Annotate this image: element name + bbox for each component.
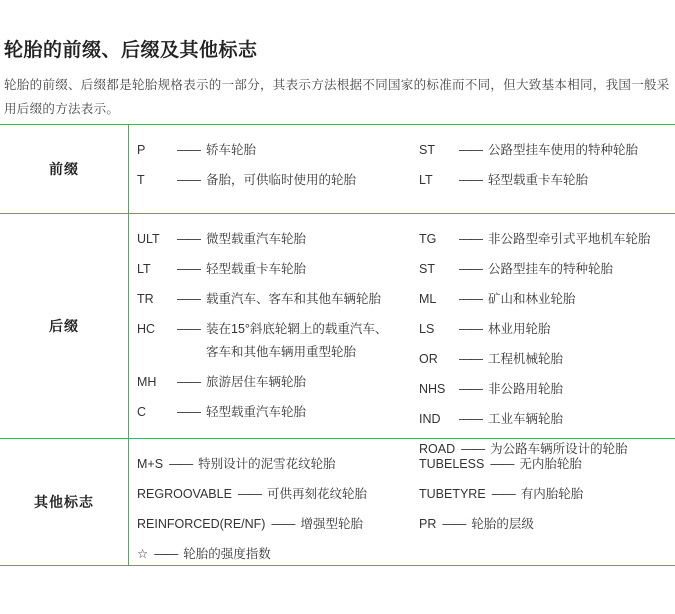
row-column-left [129,439,419,565]
entry-code: ☆ [137,547,149,561]
entry-code: TR [137,292,154,306]
entry-code: P [137,143,146,157]
entry-code: ST [419,262,435,276]
entry-dash: —— [491,487,515,501]
entry-desc: 轻型载重卡车轮胎 [488,173,589,187]
entry-desc: 非公路用轮胎 [488,382,564,396]
list-item [419,318,671,341]
list-item [419,408,671,431]
entry-dash: —— [459,322,482,336]
entry-desc: 公路型挂车的特种轮胎 [488,262,614,276]
entry-code: ML [419,292,437,306]
entry-desc: 轿车轮胎 [206,143,257,157]
entry-desc: 备胎，可供临时使用的轮胎 [206,173,357,187]
entry-desc: 增强型轮胎 [300,517,363,531]
list-item [137,258,415,281]
entry-code: M+S [137,457,164,471]
table-row [0,213,675,456]
entry-code: OR [419,352,438,366]
entry-desc: 工业车辆轮胎 [488,412,564,426]
entry-desc: 无内胎轮胎 [519,457,582,471]
entry-dash: —— [237,487,261,501]
entry-dash: —— [177,143,200,157]
entry-code: LS [419,322,435,336]
list-item [137,288,415,311]
entry-desc: 林业用轮胎 [488,322,551,336]
entry-code: TUBETYRE [419,487,486,501]
row-label: 其他标志 [34,494,94,510]
entry-dash: —— [459,143,482,157]
list-item [137,228,415,251]
entry-code: REINFORCED(RE/NF) [137,517,266,531]
list-item [419,378,671,401]
entry-code: ULT [137,232,160,246]
entry-dash: —— [459,173,482,187]
page-title: 轮胎的前缀、后缀及其他标志 [4,39,258,61]
entry-desc: 微型载重汽车轮胎 [206,232,307,246]
entry-dash: —— [177,232,200,246]
entry-dash: —— [177,173,200,187]
entry-desc: 装在15°斜底轮辋上的载重汽车、 [206,322,388,336]
entry-code: HC [137,322,156,336]
entry-dash: —— [459,352,482,366]
entry-code: MH [137,375,157,389]
entry-code: NHS [419,382,446,396]
intro-paragraph: 轮胎的前缀、后缀都是轮胎规格表示的一部分，其表示方法根据不同国家的标准而不同，但大致基本相同，我国一般采用后缀的方法表示。 [4,77,670,116]
entry-dash: —— [459,232,482,246]
row-column-right [419,125,675,213]
row-label: 后缀 [49,318,79,334]
entry-dash: —— [442,517,466,531]
list-item [137,169,415,192]
row-body [128,125,675,213]
list-item [419,348,671,371]
entry-code: C [137,405,147,419]
list-item [419,288,671,311]
entry-desc: 旅游居住车辆轮胎 [206,375,307,389]
entry-dash: —— [177,292,200,306]
row-label: 前缀 [49,161,79,177]
list-item [137,483,415,506]
entry-dash: —— [271,517,295,531]
entry-code: REGROOVABLE [137,487,232,501]
entry-desc: 轮胎的强度指数 [183,547,271,561]
row-body [128,439,675,565]
list-item [137,371,415,394]
entry-desc: 公路型挂车使用的特种轮胎 [488,143,639,157]
terminology-table [0,124,675,566]
list-item [419,258,671,281]
list-item [419,513,671,536]
entry-dash: —— [177,405,200,419]
list-item [137,401,415,424]
entry-dash: —— [459,292,482,306]
entry-dash: —— [177,322,200,336]
row-column-left [129,214,419,438]
row-body [128,214,675,456]
table-row [0,438,675,566]
entry-code: LT [137,262,151,276]
entry-desc: 轻型载重卡车轮胎 [206,262,307,276]
list-item [419,228,671,251]
entry-code: T [137,173,145,187]
entry-dash: —— [461,442,485,456]
entry-dash: —— [177,375,200,389]
entry-desc: 为公路车辆所设计的轮胎 [490,442,628,456]
entry-dash: —— [154,547,178,561]
entry-dash: —— [169,457,193,471]
entry-desc: 有内胎轮胎 [520,487,584,501]
entry-code: IND [419,412,441,426]
list-item [419,169,671,192]
list-item [137,513,415,536]
entry-desc: 轮胎的层级 [471,517,534,531]
entry-dash: —— [490,457,514,471]
entry-code: TUBELESS [419,457,485,471]
list-item [137,139,415,162]
row-column-right [419,214,675,456]
entry-desc: 工程机械轮胎 [488,352,564,366]
entry-code: TG [419,232,437,246]
list-item [419,139,671,162]
entry-dash: —— [459,382,482,396]
entry-code: LT [419,173,433,187]
list-item [419,483,671,506]
row-column-left [129,125,419,213]
entry-dash: —— [177,262,200,276]
row-column-right [419,439,675,565]
entry-desc: 矿山和林业轮胎 [488,292,576,306]
entry-code: PR [419,517,437,531]
entry-dash: —— [459,412,482,426]
entry-desc: 可供再刻花纹轮胎 [266,487,367,501]
list-item [137,453,415,476]
entry-desc-continued: 客车和其他车辆用重型轮胎 [206,345,357,359]
entry-desc: 特别设计的泥雪花纹轮胎 [198,457,336,471]
list-item [137,318,415,364]
list-item [419,453,671,476]
entry-code: ST [419,143,435,157]
list-item [137,543,415,566]
entry-desc: 载重汽车、客车和其他车辆轮胎 [206,292,382,306]
entry-desc: 非公路型牵引式平地机车轮胎 [488,232,651,246]
table-row [0,124,675,213]
entry-dash: —— [459,262,482,276]
entry-code: ROAD [419,442,456,456]
entry-desc: 轻型载重汽车轮胎 [206,405,307,419]
